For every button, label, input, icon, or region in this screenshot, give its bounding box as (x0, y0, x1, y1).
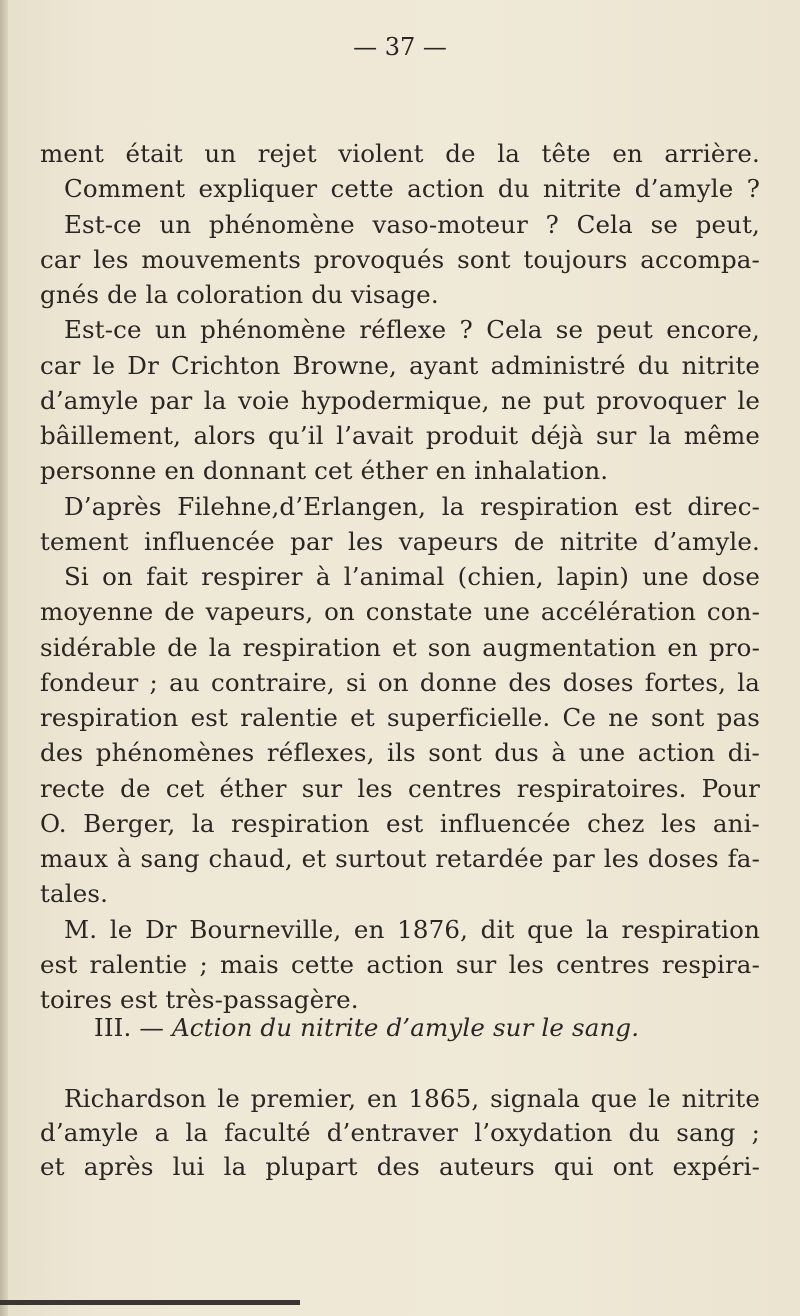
text-line: Comment expliquer cette action du nitrite d’amyle ? (64, 174, 760, 203)
text-line: des phénomènes réflexes, ils sont dus à une action di- (40, 738, 760, 767)
text-line: Richardson le premier, en 1865, signala que le nitrite (64, 1084, 760, 1113)
text-line: M. le Dr Bourneville, en 1876, dit que la respiration (64, 915, 760, 944)
page-number: — 37 — (353, 33, 447, 61)
text-line: fondeur ; au contraire, si on donne des doses fortes, la (40, 668, 760, 697)
text-line: personne en donnant cet éther en inhalation. (40, 456, 609, 485)
page-gutter-shadow (0, 0, 8, 1316)
text-line: car le Dr Crichton Browne, ayant administré du nitrite (40, 351, 760, 380)
text-line: gnés de la coloration du visage. (40, 280, 439, 309)
text-line: moyenne de vapeurs, on constate une accélération con- (40, 597, 760, 626)
text-line: maux à sang chaud, et surtout retardée par les doses fa- (40, 844, 760, 873)
text-line: O. Berger, la respiration est influencée chez les ani- (40, 809, 760, 838)
text-line: tement influencée par les vapeurs de nitrite d’amyle. (40, 527, 760, 556)
text-line: et après lui la plupart des auteurs qui ont expéri- (40, 1152, 760, 1181)
text-line: d’amyle a la faculté d’entraver l’oxydation du sang ; (40, 1118, 760, 1147)
text-line: Est-ce un phénomène réflexe ? Cela se peut encore, (64, 315, 760, 344)
text-line: est ralentie ; mais cette action sur les centres respira- (40, 950, 760, 979)
section-number: III. — (94, 1013, 165, 1042)
text-line: d’amyle par la voie hypodermique, ne put provoquer le (40, 386, 760, 415)
text-line: car les mouvements provoqués sont toujours accompa- (40, 245, 760, 274)
text-line: Si on fait respirer à l’animal (chien, lapin) une dose (64, 562, 760, 591)
section-heading (94, 1011, 639, 1045)
text-line: D’après Filehne,d’Erlangen, la respiration est direc- (64, 492, 760, 521)
text-line: ment était un rejet violent de la tête en arrière. (40, 139, 760, 168)
text-line: Est-ce un phénomène vaso-moteur ? Cela se peut, (64, 210, 760, 239)
text-line: bâillement, alors qu’il l’avait produit déjà sur la même (40, 421, 760, 450)
text-line: toires est très-passagère. (40, 985, 359, 1014)
text-line: respiration est ralentie et superficielle. Ce ne sont pas (40, 703, 760, 732)
text-line: tales. (40, 879, 109, 908)
text-line: sidérable de la respiration et son augmentation en pro- (40, 633, 760, 662)
bottom-binding-rule (0, 1300, 300, 1305)
section-title: Action du nitrite d’amyle sur le sang. (171, 1013, 640, 1042)
text-line: recte de cet éther sur les centres respiratoires. Pour (40, 774, 760, 803)
